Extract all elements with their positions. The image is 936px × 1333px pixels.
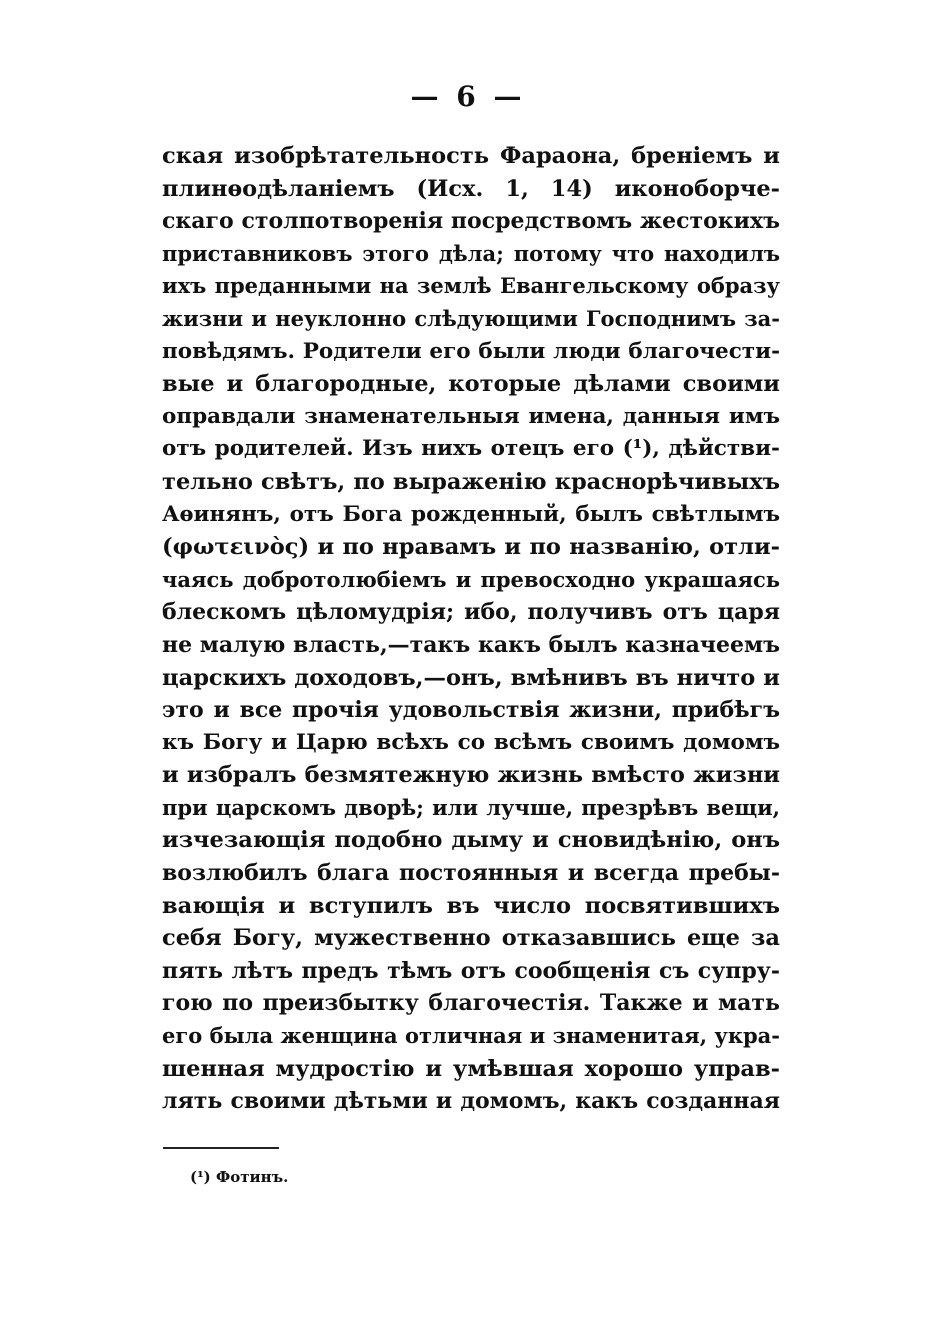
text-line: жизни и неуклонно слѣдующими Господнимъ за- — [162, 305, 780, 331]
body-text — [162, 140, 780, 1118]
text-line: это и все прочія удовольствія жизни, прибѣгъ — [162, 697, 780, 724]
text-line: шенная мудростію и умѣвшая хорошо управ- — [162, 1055, 780, 1082]
text-line: (φωτεινὸς) и по нравамъ и по названію, отли- — [162, 534, 780, 561]
text-line: себя Богу, мужественно отказавшись еще за — [162, 925, 780, 952]
text-line: оправдали знаменательныя имена, данныя имъ — [162, 403, 780, 429]
page-number: — 6 — — [410, 80, 526, 113]
text-line: при царскомъ дворѣ; или лучше, презрѣвъ вещи, — [162, 794, 780, 820]
text-line: возлюбилъ блага постоянныя и всегда пребы- — [162, 860, 780, 887]
text-line: скаго столпотворенія посредствомъ жестокихъ — [162, 208, 780, 235]
text-line: царскихъ доходовъ,—онъ, вмѣнивъ въ ничто и — [162, 664, 780, 691]
text-line: и избралъ безмятежную жизнь вмѣсто жизни — [162, 762, 780, 789]
text-line: чаясь добротолюбіемъ и превосходно украшаясь — [162, 566, 780, 592]
text-line: ская изобрѣтательность Фараона, бреніемъ и — [162, 143, 780, 169]
footnote: (¹) Фотинъ. — [190, 1168, 289, 1186]
text-line: не малую власть,—такъ какъ былъ казначеемъ — [162, 631, 780, 658]
text-line: повѣдямъ. Родители его были люди благочести- — [162, 338, 780, 364]
text-line: пять лѣтъ предъ тѣмъ отъ сообщенія съ супру- — [162, 957, 780, 984]
text-line: его была женщина отличная и знаменитая, укра- — [162, 1023, 780, 1049]
text-line: вающія и вступилъ въ число посвятившихъ — [162, 892, 780, 919]
text-line: приставниковъ этого дѣла; потому что находилъ — [162, 240, 780, 266]
text-line: блескомъ цѣломудрія; ибо, получивъ отъ царя — [162, 599, 780, 626]
footnote-divider — [163, 1147, 279, 1149]
text-line: вые и благородные, которые дѣлами своими — [162, 371, 780, 398]
text-line: ихъ преданными на землѣ Евангельскому образу — [162, 273, 780, 299]
text-line: тельно свѣтъ, по выраженію краснорѣчивыхъ — [162, 468, 780, 495]
text-line: лять своими дѣтьми и домомъ, какъ созданная — [162, 1088, 780, 1115]
text-line: отъ родителей. Изъ нихъ отецъ его (¹), дѣйстви- — [162, 436, 780, 462]
text-line: гою по преизбытку благочестія. Также и мать — [162, 990, 780, 1017]
text-line: изчезающія подобно дыму и сновидѣнію, онъ — [162, 827, 780, 854]
text-line: къ Богу и Царю всѣхъ со всѣмъ своимъ домомъ — [162, 729, 780, 755]
text-line: Аѳинянъ, отъ Бога рожденный, былъ свѣтлымъ — [162, 501, 780, 527]
text-line: плинѳодѣланіемъ (Исх. 1, 14) иконоборче- — [162, 175, 780, 202]
